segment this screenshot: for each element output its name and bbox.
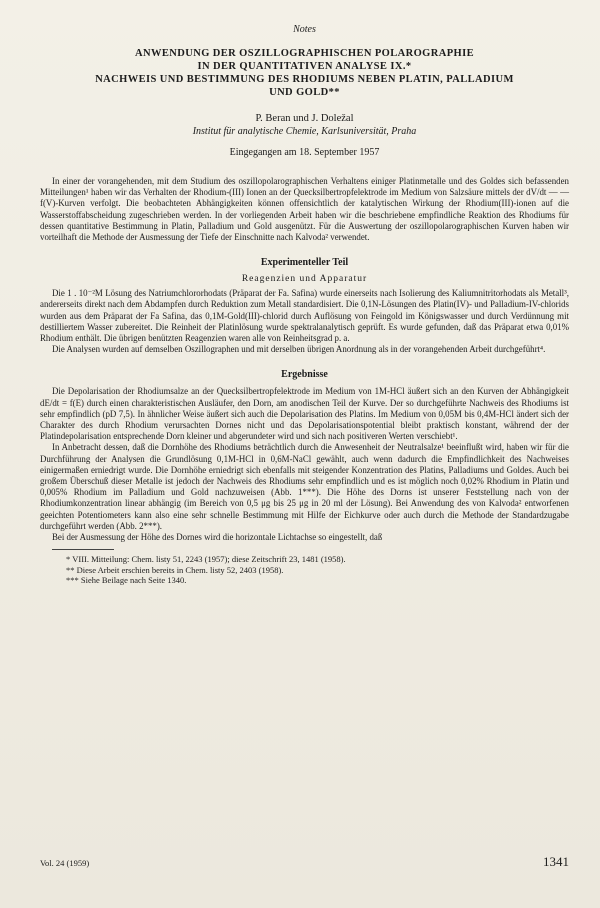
results-paragraph: Bei der Ausmessung der Höhe des Dornes wird die horizontale Lichtachse so eingestellt, daß	[52, 532, 383, 543]
footnote: ** Diese Arbeit erschien bereits in Chem. listy 52, 2403 (1958).	[66, 564, 284, 575]
results-paragraph: In Anbetracht dessen, daß die Dornhöhe des Rhodiums beträchtlich durch die Anwesenheit der Neutralsalze¹ beeinflußt wird, haben wir für die Durchführung der Analysen die Grundlösung 0,1M-HCl in 0,6M-NaCl gewählt, auch wenn dadurch die Empfindlichkeit des Nachweises einigermaßen erniedrigt wurde. Die Dornhöhe erniedrigt sich ebenfalls mit steigender Konzentration des Platins, Palladiums und Goldes. Auch bei großem Überschuß dieser Metalle ist jedoch der Nachweis des Rhodiums sehr empfindlich und es ist möglich noch 0,02% Rhodium in Platin und 0,005% Rhodium im Palladium und Gold nachzuweisen (Abb. 1***). Die Höhe des Dorns ist unserer Feststellung nach von der Rhodiumkonzentration linear abhängig (im Bereich von 0,5 μg bis 25 μg in 20 ml der Lösung). Bei Anwendung des von Kalvoda² entworfenen geeichten Potentiometers kann also eine sehr schnelle Bestimmung mit Hilfe der Eichkurve oder auch durch die Methode der Standardzugabe durchgeführt werden (Abb. 2***).	[40, 442, 569, 531]
running-head: Notes	[293, 24, 316, 35]
intro-paragraph: In einer der vorangehenden, mit dem Studium des oszillopolarographischen Verhaltens einiger Platinmetalle und des Goldes sich befassenden Mitteilungen¹ haben wir das Verhalten der Rhodium-(III) Ionen an der Quecksilbertropfelektrode im Medium von Salzsäure mittels der dV/dt — — f(V)-Kurven verfolgt. Die beobachteten Abhängigkeiten können offensichtlich der katalytischen Wirkung der Rhodium(III)-ionen auf die Wasserstoffabscheidung zugeschrieben werden. In der vorliegenden Arbeit haben wir die beschriebene empfindliche Reaktion des Rhodiums für dessen quantitative Bestimmung in Platin, Palladium und Gold ausgenützt. Für die Auswertung der oszillopolarographischen Kurven haben wir vorteilhaft die Methode der Ausmessung der Tiefe der Einschnitte nach Kalvoda² verwendet.	[40, 176, 569, 243]
title-line: NACHWEIS UND BESTIMMUNG DES RHODIUMS NEBEN PLATIN, PALLADIUM	[95, 74, 514, 85]
section-heading-results: Ergebnisse	[281, 369, 328, 381]
section-heading-experimental: Experimenteller Teil	[260, 257, 349, 269]
received-date: Eingegangen am 18. September 1957	[229, 147, 380, 158]
footnote-rule	[52, 549, 114, 550]
footnote: *** Siehe Beilage nach Seite 1340.	[66, 575, 187, 586]
institute: Institut für analytische Chemie, Karlsuniversität, Praha	[192, 126, 417, 137]
subsection-heading-reagents: Reagenzien und Apparatur	[241, 274, 368, 285]
article-title	[58, 47, 551, 99]
page-number: 1341	[543, 854, 569, 869]
page-footer	[40, 854, 569, 870]
title-line: IN DER QUANTITATIVEN ANALYSE IX.*	[197, 61, 412, 72]
results-paragraph: Die Depolarisation der Rhodiumsalze an der Quecksilbertropfelektrode im Medium von 1M-HCl äußert sich an den Kurven der Abhängigkeit dE/dt = f(E) durch einen charakteristischen Ausläufer, den Dorn, am anodischen Teil der Kurve. Der so durchgeführte Nachweis des Rhodiums ist sehr empfindlich (pD 7,5). In ähnlicher Weise äußert sich auch die Depolarisation des Platins. Im Medium von 0,05M bis 0,4M-HCl ändert sich der Charakter des durch Rhodium verursachten Dornes nicht und das Depolarisationspotential bleibt praktisch konstant, während der der Platindepolarisation entsprechende Dorn kleiner und abgerundeter wird und sich nach positiveren Werten verschiebt¹.	[40, 386, 569, 442]
footnote: * VIII. Mitteilung: Chem. listy 51, 2243 (1957); diese Zeitschrift 23, 1481 (1958).	[66, 554, 346, 565]
title-line: ANWENDUNG DER OSZILLOGRAPHISCHEN POLAROGRAPHIE	[135, 48, 474, 59]
experimental-paragraph: Die 1 . 10⁻²M Lösung des Natriumchlororhodats (Präparat der Fa. Safina) wurde einerseits nach Isolierung des Kaliumnitritorhodats als Metall³, andererseits direkt nach dem Abdampfen durch Reduktion zum Metall standardisiert. Die 0,1N-Lösungen des Platin(IV)- und Palladium-IV-chlorids wurden aus dem Präparat der Fa Safina, das 0,1M-Gold(III)-chlorid durch Auflösung von Feingold im Königswasser und durch Verdünnung mit destilliertem Wasser zubereitet. Die Reinheit der Platinlösung wurde spektralanalytisch geprüft. Es wurde gefunden, daß das Präparat etwa 0,01% Rhodium enthält. Die übrigen benützten Reagenzien waren alle von Reinheitsgrad p. a.	[40, 288, 569, 344]
authors: P. Beran und J. Doležal	[255, 113, 354, 124]
experimental-paragraph: Die Analysen wurden auf demselben Oszillographen und mit derselben übrigen Anordnung als in der vorangehenden Arbeit durchgeführt⁴.	[52, 344, 546, 355]
title-line: UND GOLD**	[269, 87, 340, 98]
volume-label: Vol. 24 (1959)	[40, 858, 90, 868]
